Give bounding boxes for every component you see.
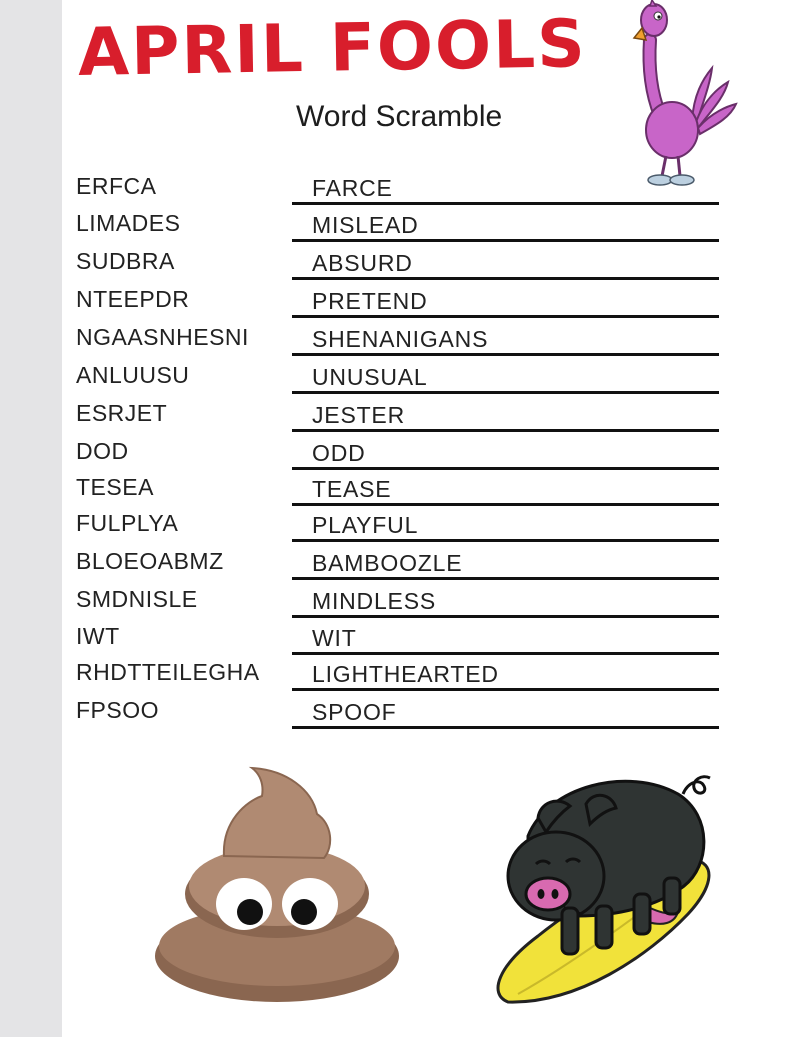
answer-line	[292, 688, 719, 691]
word-row	[62, 584, 794, 621]
answer-line	[292, 239, 719, 242]
answer-line	[292, 277, 719, 280]
answer-line	[292, 391, 719, 394]
scrambled-word: NGAASNHESNI	[76, 324, 249, 350]
word-row	[62, 398, 794, 435]
scrambled-word: TESEA	[76, 474, 154, 500]
scrambled-word: FPSOO	[76, 697, 160, 723]
scrambled-word: ANLUUSU	[76, 362, 190, 388]
worksheet-page	[62, 0, 794, 1037]
answer-word: MISLEAD	[312, 212, 419, 238]
answer-line	[292, 726, 719, 729]
answer-word: SPOOF	[312, 699, 397, 725]
answer-word: PLAYFUL	[312, 512, 419, 538]
answer-word: WIT	[312, 625, 357, 651]
answer-word: UNUSUAL	[312, 364, 428, 390]
scrambled-word: DOD	[76, 438, 129, 464]
word-row	[62, 246, 794, 283]
answer-word: PRETEND	[312, 288, 428, 314]
answer-word: JESTER	[312, 402, 405, 428]
answer-word: FARCE	[312, 175, 393, 201]
scrambled-word: ERFCA	[76, 173, 157, 199]
answer-line	[292, 577, 719, 580]
answer-line	[292, 539, 719, 542]
scrambled-word: BLOEOABMZ	[76, 548, 224, 574]
page-subtitle: Word Scramble	[296, 100, 503, 133]
scrambled-word: SUDBRA	[76, 248, 175, 274]
word-row	[62, 657, 794, 694]
scrambled-word: RHDTTEILEGHA	[76, 659, 260, 685]
poop-emoji-illustration	[152, 766, 402, 1006]
page-title: APRIL FOOLS	[77, 5, 588, 91]
answer-line	[292, 429, 719, 432]
word-row	[62, 472, 794, 509]
answer-word: MINDLESS	[312, 588, 436, 614]
answer-line	[292, 315, 719, 318]
scrambled-word: ESRJET	[76, 400, 168, 426]
answer-word: LIGHTHEARTED	[312, 661, 499, 687]
answer-word: ABSURD	[312, 250, 413, 276]
bird-illustration	[632, 0, 742, 192]
answer-line	[292, 202, 719, 205]
answer-line	[292, 615, 719, 618]
answer-line	[292, 652, 719, 655]
answer-word: TEASE	[312, 476, 392, 502]
word-row	[62, 284, 794, 321]
word-row	[62, 508, 794, 545]
word-row	[62, 322, 794, 359]
word-row	[62, 436, 794, 473]
answer-word: ODD	[312, 440, 366, 466]
left-margin-strip	[0, 0, 62, 1037]
word-row	[62, 171, 794, 208]
answer-line	[292, 503, 719, 506]
word-row	[62, 360, 794, 397]
answer-word: BAMBOOZLE	[312, 550, 463, 576]
word-row	[62, 546, 794, 583]
surfing-pig-illustration	[478, 766, 724, 1020]
answer-line	[292, 467, 719, 470]
scrambled-word: LIMADES	[76, 210, 181, 236]
word-row	[62, 208, 794, 245]
scrambled-word: IWT	[76, 623, 120, 649]
scrambled-word: FULPLYA	[76, 510, 179, 536]
answer-word: SHENANIGANS	[312, 326, 489, 352]
word-row	[62, 695, 794, 732]
word-row	[62, 621, 794, 658]
scrambled-word: NTEEPDR	[76, 286, 190, 312]
scrambled-word: SMDNISLE	[76, 586, 198, 612]
answer-line	[292, 353, 719, 356]
